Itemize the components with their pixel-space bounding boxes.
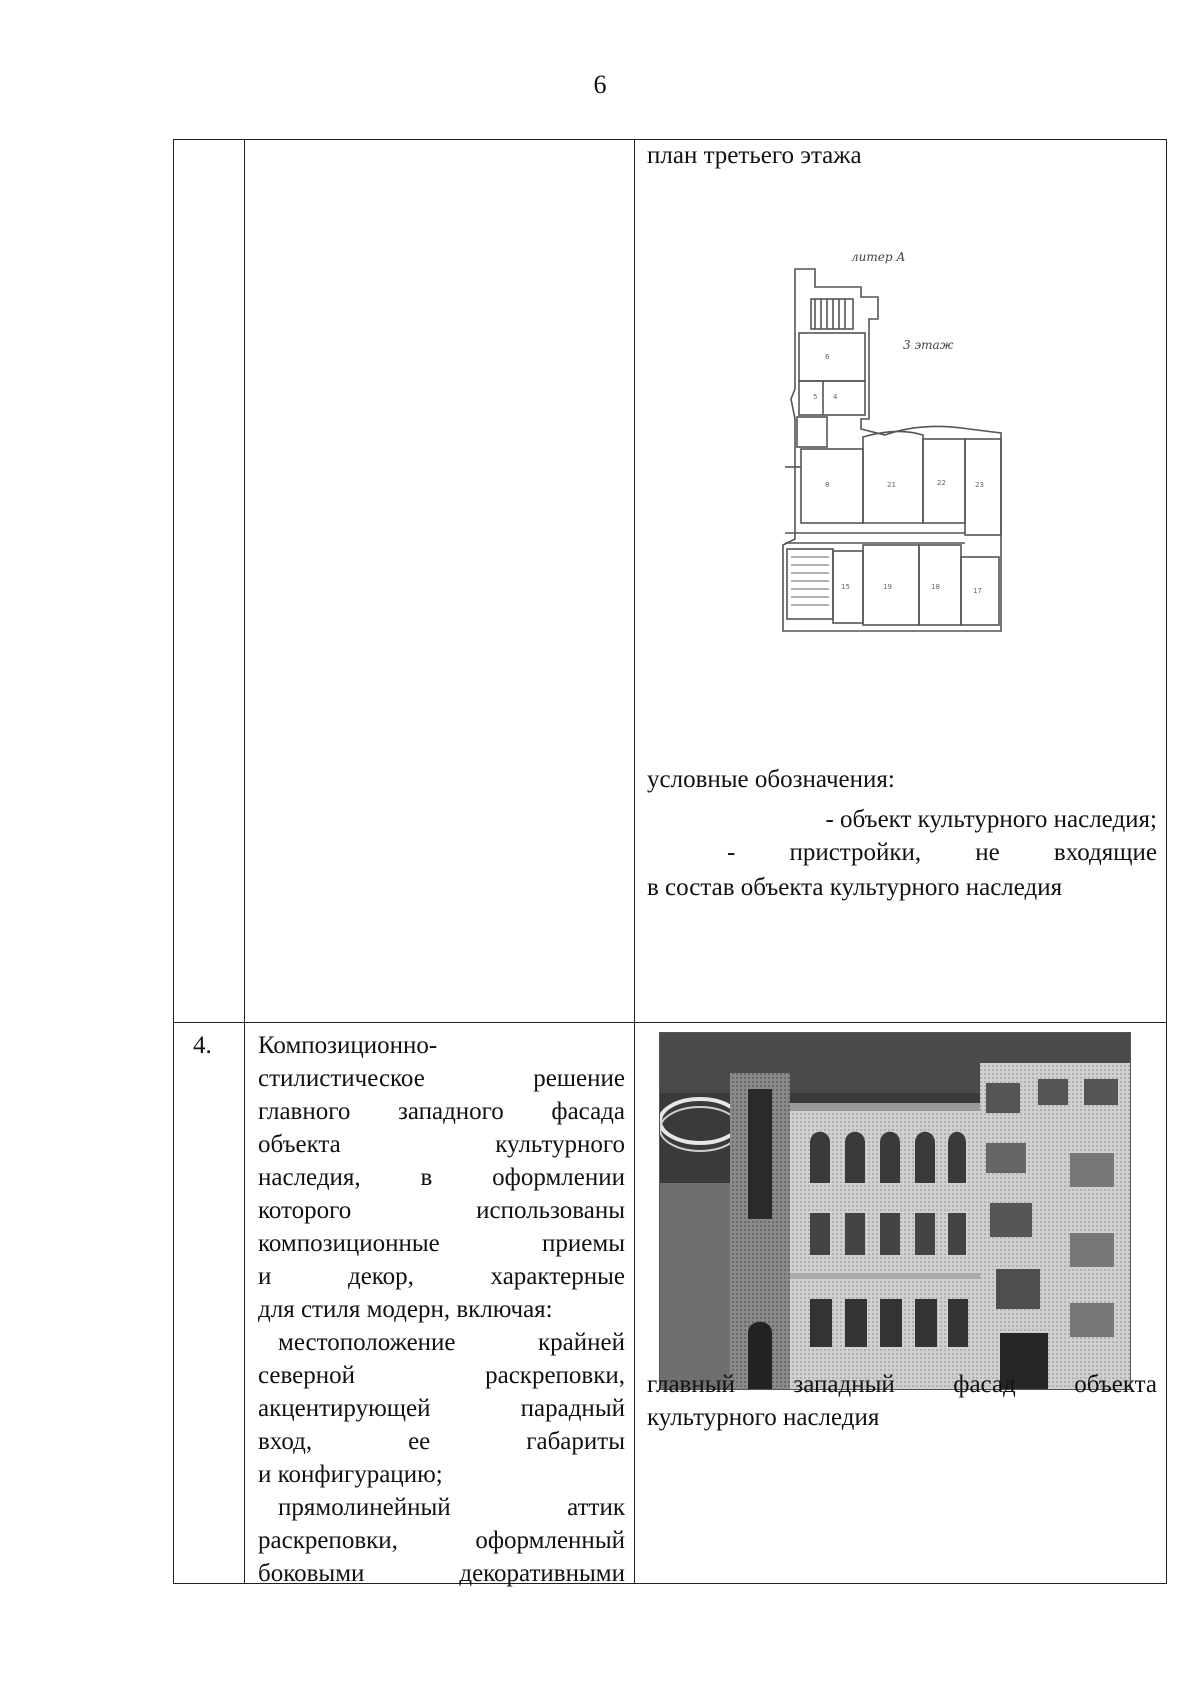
description-line: главного западного фасада [258,1098,625,1125]
svg-text:17: 17 [973,587,982,595]
table-border-left [173,139,174,1584]
legend-word: не [975,839,1000,866]
description-line: местоположение крайней [278,1329,625,1356]
west-facade-photo [659,1032,1131,1390]
column-divider-1 [244,139,245,1584]
description-line: композиционные приемы [258,1230,625,1257]
svg-text:21: 21 [887,481,896,489]
svg-text:6: 6 [825,353,830,361]
third-floor-plan-image [773,239,1023,699]
svg-text:19: 19 [883,583,892,591]
description-line: акцентирующей парадный [258,1395,625,1422]
facade-photo-caption-line1: главный западный фасад объекта [647,1371,1157,1398]
svg-text:15: 15 [841,583,850,591]
legend-item-annexes-line1 [647,836,1157,869]
description-line: прямолинейный аттик [278,1494,625,1521]
description-line: вход, ее габариты [258,1428,625,1455]
description-line: объекта культурного [258,1131,625,1158]
svg-text:23: 23 [975,481,984,489]
legend-word: пристройки, [789,839,922,866]
description-line: северной раскреповки, [258,1362,625,1389]
svg-text:8: 8 [825,481,830,489]
legend-item-heritage: - объект культурного наследия; [825,806,1157,833]
heritage-table [173,139,1167,1587]
plan-floor-annotation: 3 этаж [903,338,954,352]
column-divider-2 [634,139,635,1584]
legend-dash: - [727,839,736,866]
legend-item-annexes-line2: в состав объекта культурного наследия [647,874,1063,901]
table-border-right [1166,139,1167,1584]
description-line: стилистическое решение [258,1065,625,1092]
facade-photo-caption-line2: культурного наследия [647,1404,880,1431]
svg-text:18: 18 [931,583,940,591]
description-line: и декор, характерные [258,1263,625,1290]
description-line: боковыми декоративными [258,1560,625,1587]
facade-description [258,1029,625,1590]
description-line: Композиционно- [258,1032,438,1059]
page-number: 6 [593,70,607,99]
svg-text:22: 22 [937,479,946,487]
description-line: которого использованы [258,1197,625,1224]
legend-word: входящие [1053,839,1157,866]
row-divider [173,1022,1167,1023]
floor-plan-caption: план третьего этажа [647,142,862,169]
description-line: раскреповки, оформленный [258,1527,625,1554]
svg-text:5: 5 [813,393,818,401]
svg-text:4: 4 [833,393,838,401]
description-line: и конфигурацию; [258,1461,443,1488]
row-number: 4. [193,1032,212,1059]
plan-liter-annotation: литер А [851,250,906,264]
legend-title: условные обозначения: [647,766,895,793]
description-line: наследия, в оформлении [258,1164,625,1191]
description-line: для стиля модерн, включая: [258,1296,553,1323]
